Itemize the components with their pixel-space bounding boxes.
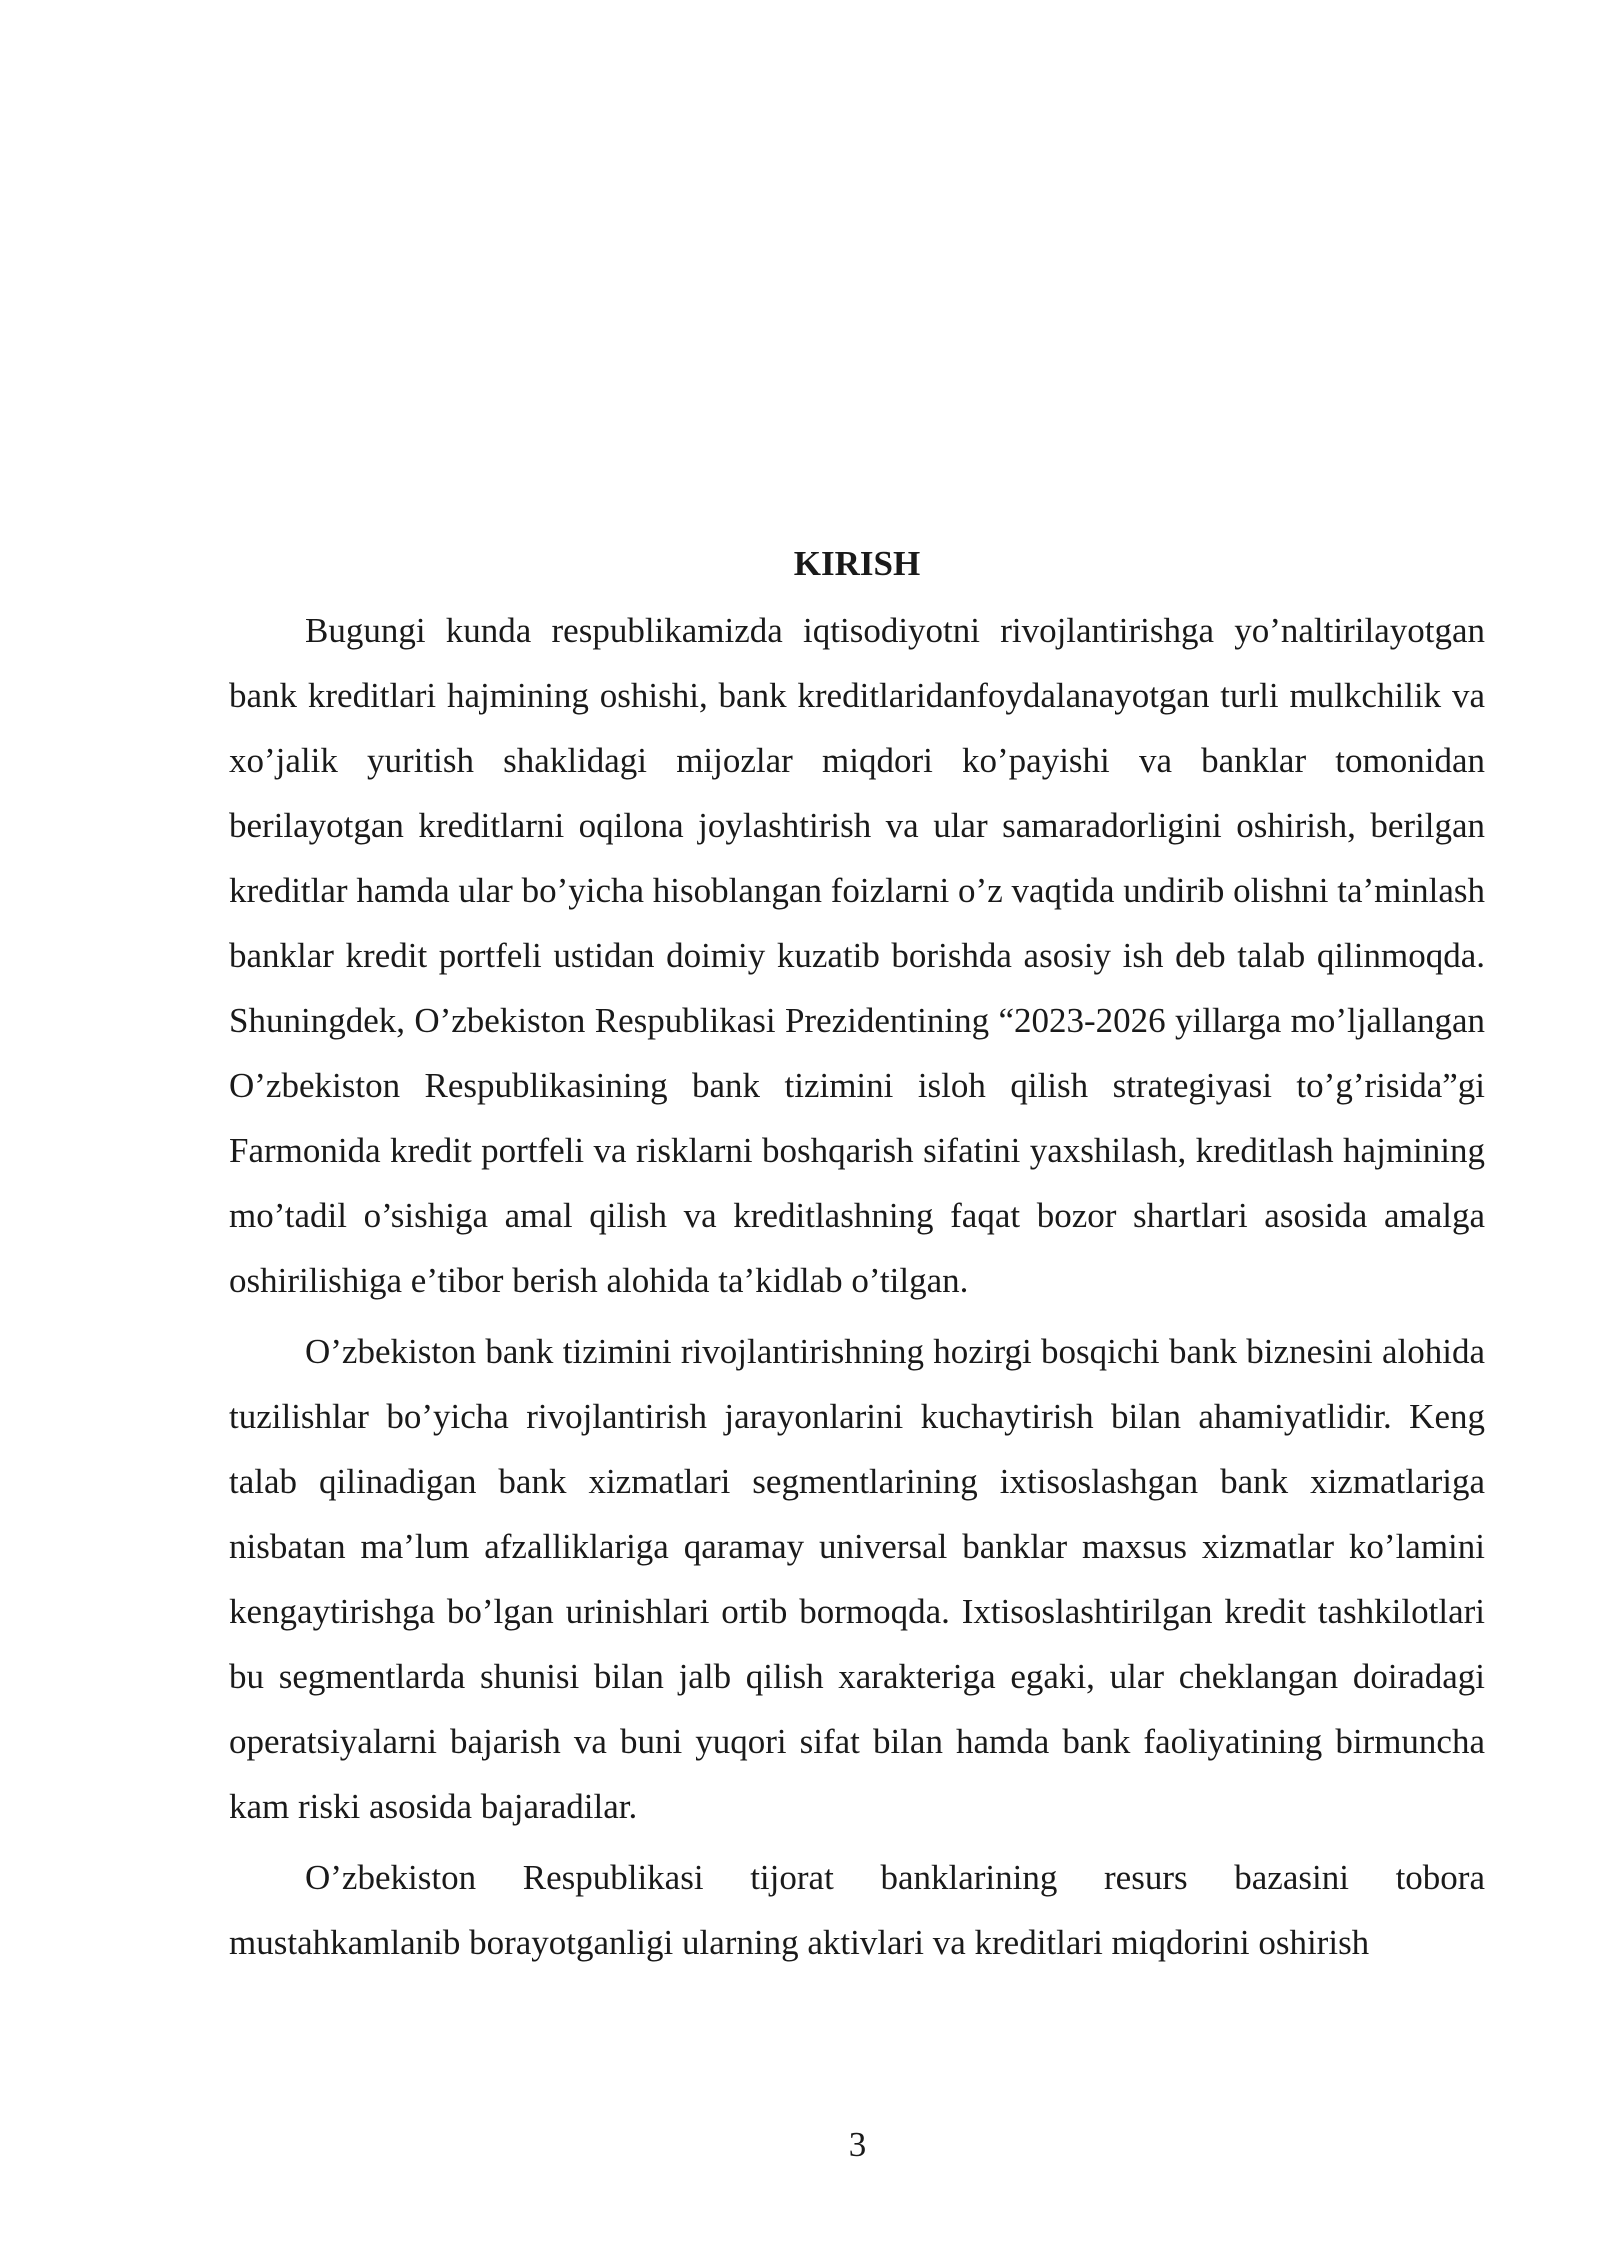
page-number: 3 bbox=[848, 2125, 867, 2164]
section-heading: KIRISH bbox=[793, 544, 921, 583]
page-content bbox=[229, 536, 1485, 1975]
paragraph: Bugungi kunda respublikamizda iqtisodiyotni rivojlantirishga yo’naltirilayotgan bank kreditlari hajmining oshishi, bank kreditlaridanfoydalanayotgan turli mulkchilik va xo’jalik yuritish shaklidagi mijozlar miqdori ko’payishi va banklar tomonidan berilayotgan kreditlarni oqilona joylashtirish va ular samaradorligini oshirish, berilgan kreditlar hamda ular bo’yicha hisoblangan foizlarni o’z vaqtida undirib olishni ta’minlash banklar kredit portfeli ustidan doimiy kuzatib borishda asosiy ish deb talab qilinmoqda. Shuningdek, O’zbekiston Respublikasi Prezidentining “2023-2026 yillarga mo’ljallangan O’zbekiston Respublikasining bank tizimini isloh qilish strategiyasi to’g’risida”gi Farmonida kredit portfeli va risklarni boshqarish sifatini yaxshilash, kreditlash hajmining mo’tadil o’sishiga amal qilish va kreditlashning faqat bozor shartlari asosida amalga oshirilishiga e’tibor berish alohida ta’kidlab o’tilgan. bbox=[229, 611, 1485, 1300]
paragraph: O’zbekiston bank tizimini rivojlantirishning hozirgi bosqichi bank biznesini alohida tuzilishlar bo’yicha rivojlantirish jarayonlarini kuchaytirish bilan ahamiyatlidir. Keng talab qilinadigan bank xizmatlari segmentlarining ixtisoslashgan bank xizmatlariga nisbatan ma’lum afzalliklariga qaramay universal banklar maxsus xizmatlar ko’lamini kengaytirishga bo’lgan urinishlari ortib bormoqda. Ixtisoslashtirilgan kredit tashkilotlari bu segmentlarda shunisi bilan jalb qilish xarakteriga egaki, ular cheklangan doiradagi operatsiyalarni bajarish va buni yuqori sifat bilan hamda bank faoliyatining birmuncha kam riski asosida bajaradilar. bbox=[229, 1332, 1485, 1826]
paragraph: O’zbekiston Respublikasi tijorat banklarining resurs bazasini tobora mustahkamlanib borayotganligi ularning aktivlari va kreditlari miqdorini oshirish bbox=[229, 1858, 1485, 1962]
